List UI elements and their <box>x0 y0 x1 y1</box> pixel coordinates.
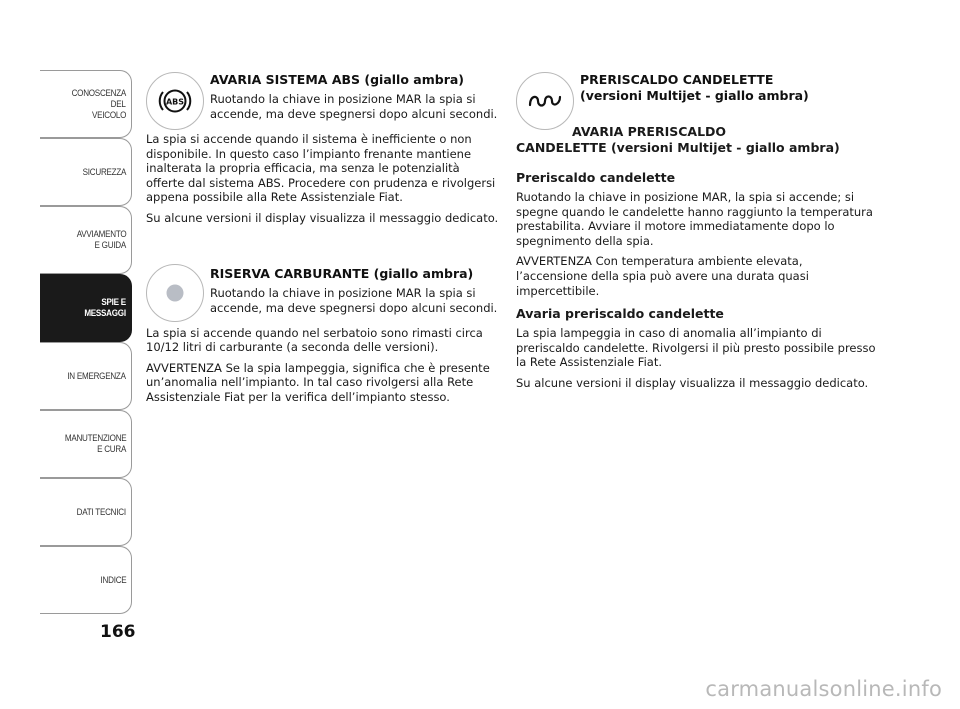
watermark: carmanualsonline.info <box>705 677 942 701</box>
glow-plug-section <box>516 72 876 391</box>
tab-label-line: AVVIAMENTO <box>76 229 126 240</box>
tab-label-line: INDICE <box>100 574 126 586</box>
abs-paragraph-2: Su alcune versioni il display visualizza il messaggio dedicato. <box>146 210 499 225</box>
abs-warning-icon <box>146 72 204 130</box>
abs-title <box>210 72 500 88</box>
tab-indice[interactable] <box>40 546 132 614</box>
glow-plug-title-line-2: (versioni Multijet - giallo ambra) <box>580 88 809 103</box>
glow-plug-title-line-1: PRERISCALDO CANDELETTE <box>580 72 774 87</box>
left-column <box>146 72 500 405</box>
section-tabs <box>40 70 132 614</box>
fuel-intro: Ruotando la chiave in posizione MAR la spia si accende, ma deve spegnersi dopo alcuni secondi. <box>210 285 498 315</box>
glow-plug-paragraph-3: La spia lampeggia in caso di anomalia all’impianto di preriscaldo candelette. Rivolgersi il più presto possibile presso la Rete Assistenziale Fiat. <box>516 326 876 370</box>
tab-label-line: E GUIDA <box>94 240 126 251</box>
tab-label-line: VEICOLO <box>91 109 126 121</box>
glow-plug-fault-title-line-2: CANDELETTE (versioni Multijet - giallo ambra) <box>516 140 840 155</box>
tab-avviamento-e-guida[interactable] <box>40 206 132 274</box>
abs-intro: Ruotando la chiave in posizione MAR la spia si accende, ma deve spegnersi dopo alcuni secondi. <box>210 92 498 121</box>
tab-label-line: SICUREZZA <box>82 166 126 178</box>
glow-plug-subtitle-2: Avaria preriscaldo candelette <box>516 306 724 322</box>
fuel-title-note: (giallo ambra) <box>373 265 474 281</box>
tab-spie-e-messaggi[interactable] <box>40 274 132 342</box>
glow-plug-title <box>580 72 876 104</box>
tab-label-line: E CURA <box>97 444 126 455</box>
tab-label-line: CONOSCENZA <box>71 87 126 99</box>
tab-label-line: IN EMERGENZA <box>67 370 126 382</box>
fuel-section <box>146 266 500 405</box>
fuel-paragraph-1: La spia si accende quando nel serbatoio sono rimasti circa 10/12 litri di carburante (a seconda delle versioni). <box>146 325 483 355</box>
tab-label-line: DEL <box>111 98 126 110</box>
abs-paragraph-1: La spia si accende quando il sistema è inefficiente o non disponibile. In questo caso l’impianto frenante mantiene inalterata la propria efficacia, ma senza le potenzialità offerte dal sistema ABS. Procedere con prudenza e rivolgersi appena possibile alla Rete Assistenziale Fiat. <box>146 132 496 205</box>
right-column <box>516 72 876 391</box>
glow-plug-subtitle-1: Preriscaldo candelette <box>516 170 676 185</box>
page-number: 166 <box>100 622 136 642</box>
glow-plug-fault-title-line-1: AVARIA PRERISCALDO <box>572 124 727 139</box>
glow-plug-paragraph-2: AVVERTENZA Con temperatura ambiente elevata, l’accensione della spia può avere una durata quasi impercettibile. <box>516 254 809 298</box>
glow-plug-fault-title <box>516 124 876 156</box>
fuel-reserve-icon <box>146 264 204 322</box>
tab-label-line: SPIE E <box>101 297 126 308</box>
fuel-paragraph-2: AVVERTENZA Se la spia lampeggia, significa che è presente un’anomalia nell’impianto. In tal caso rivolgersi alla Rete Assistenziale Fiat per la verifica dell’impianto stesso. <box>146 360 490 404</box>
glow-plug-paragraph-4: Su alcune versioni il display visualizza il messaggio dedicato. <box>516 375 869 390</box>
glow-plug-paragraph-1: Ruotando la chiave in posizione MAR, la spia si accende; si spegne quando le candelette hanno raggiunto la temperatura prestabilita. Avviare il motore immediatamente dopo lo spegnimento della spia. <box>516 190 873 248</box>
abs-section <box>146 72 500 226</box>
fuel-title-text: RISERVA CARBURANTE <box>210 265 370 281</box>
glow-plug-icon <box>516 72 574 130</box>
tab-manutenzione-e-cura[interactable] <box>40 410 132 478</box>
abs-icon-label: ABS <box>165 97 185 107</box>
abs-title-note: (giallo ambra) <box>364 72 464 87</box>
tab-sicurezza[interactable] <box>40 138 132 206</box>
abs-title-text: AVARIA SISTEMA ABS <box>210 72 361 87</box>
tab-conoscenza-del-veicolo[interactable] <box>40 70 132 138</box>
tab-dati-tecnici[interactable] <box>40 478 132 546</box>
fuel-title <box>210 266 500 282</box>
tab-in-emergenza[interactable] <box>40 342 132 410</box>
tab-label-line: MANUTENZIONE <box>64 433 126 444</box>
tab-label-line: MESSAGGI <box>84 308 126 319</box>
tab-label-line: DATI TECNICI <box>76 506 126 518</box>
